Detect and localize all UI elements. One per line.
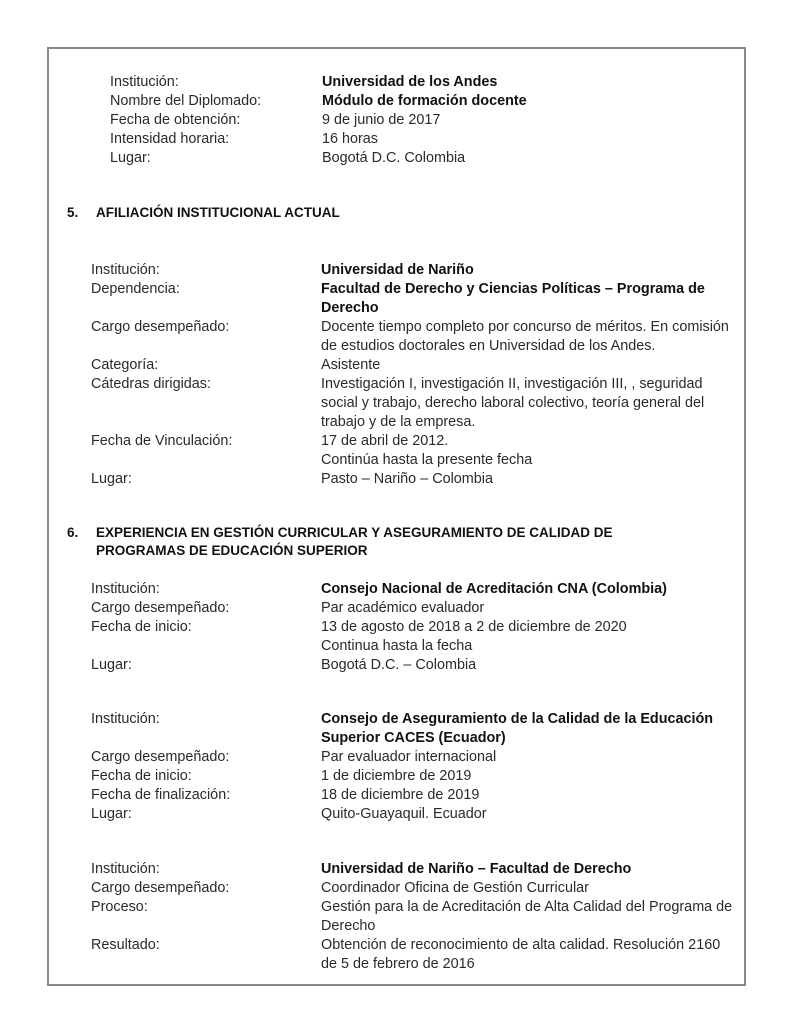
field-value: Par evaluador internacional: [321, 749, 497, 765]
field-label: Institución:: [91, 581, 160, 597]
field-value: 16 horas: [322, 131, 379, 147]
field-label: Lugar:: [91, 806, 132, 822]
info-row: [91, 618, 733, 637]
field-value: Módulo de formación docente: [322, 93, 527, 109]
info-row: [110, 92, 734, 111]
section-number: 5.: [67, 205, 79, 220]
info-row: [91, 710, 733, 748]
field-label: Lugar:: [91, 657, 132, 673]
section-5-block: [91, 261, 733, 489]
info-row: [91, 805, 733, 824]
section-5-heading: [67, 204, 696, 222]
field-value: Gestión para la de Acreditación de Alta Calidad del Programa de Derecho: [321, 899, 733, 934]
info-row: [91, 748, 733, 767]
field-label: Cargo desempeñado:: [91, 880, 230, 896]
info-row: [91, 375, 733, 432]
info-row: [91, 280, 733, 318]
section-6-group-2: [91, 710, 733, 824]
field-label: Fecha de Vinculación:: [91, 433, 233, 449]
field-value: Facultad de Derecho y Ciencias Políticas – Programa de Derecho: [321, 281, 705, 316]
diplomado-block: [110, 73, 734, 168]
info-row: [91, 261, 733, 280]
field-label: Dependencia:: [91, 281, 180, 297]
info-row: [110, 111, 734, 130]
field-value: Consejo Nacional de Acreditación CNA (Colombia): [321, 581, 667, 597]
field-value: Investigación I, investigación II, investigación III, , seguridad social y trabajo, derecho laboral colectivo, teoría general del trabajo y de la empresa.: [321, 376, 705, 430]
info-row: [91, 432, 733, 451]
section-title: EXPERIENCIA EN GESTIÓN CURRICULAR Y ASEGURAMIENTO DE CALIDAD DE PROGRAMAS DE EDUCACIÓN SUPERIOR: [96, 525, 613, 558]
field-value: Docente tiempo completo por concurso de méritos. En comisión de estudios doctorales en Universidad de los Andes.: [321, 319, 729, 354]
info-row: [91, 786, 733, 805]
field-value: Continúa hasta la presente fecha: [321, 452, 533, 468]
field-value: Quito-Guayaquil. Ecuador: [321, 806, 487, 822]
field-value: 13 de agosto de 2018 a 2 de diciembre de 2020: [321, 619, 627, 635]
field-label: Institución:: [91, 262, 160, 278]
field-label: Resultado:: [91, 937, 160, 953]
field-label: Lugar:: [110, 150, 151, 166]
field-value: Asistente: [321, 357, 381, 373]
info-row: [91, 860, 733, 879]
section-6-group-3: [91, 860, 733, 974]
info-row: [110, 73, 734, 92]
field-value: Continua hasta la fecha: [321, 638, 473, 654]
field-value: 18 de diciembre de 2019: [321, 787, 480, 803]
info-row: [91, 599, 733, 618]
field-label: Institución:: [91, 861, 160, 877]
info-row: [91, 356, 733, 375]
field-label: Lugar:: [91, 471, 132, 487]
section-number: 6.: [67, 525, 79, 540]
section-6-group-1: [91, 580, 733, 675]
section-title: AFILIACIÓN INSTITUCIONAL ACTUAL: [96, 205, 340, 220]
field-label: [91, 451, 321, 470]
info-row: [91, 767, 733, 786]
info-row: [91, 898, 733, 936]
field-value: Pasto – Nariño – Colombia: [321, 471, 493, 487]
field-label: Cátedras dirigidas:: [91, 376, 211, 392]
field-value: 9 de junio de 2017: [322, 112, 441, 128]
field-value: Universidad de Nariño – Facultad de Derecho: [321, 861, 632, 877]
field-value: Obtención de reconocimiento de alta calidad. Resolución 2160 de 5 de febrero de 2016: [321, 937, 721, 972]
info-row: [91, 580, 733, 599]
field-value: 1 de diciembre de 2019: [321, 768, 472, 784]
info-row: [91, 318, 733, 356]
field-label: Cargo desempeñado:: [91, 749, 230, 765]
field-value: Coordinador Oficina de Gestión Curricular: [321, 880, 589, 896]
info-row: [91, 879, 733, 898]
field-label: Proceso:: [91, 899, 148, 915]
info-row: [110, 130, 734, 149]
field-label: Fecha de inicio:: [91, 768, 192, 784]
field-value: Bogotá D.C. Colombia: [322, 150, 466, 166]
info-row: [91, 451, 733, 470]
section-6-heading: [67, 524, 696, 560]
info-row: [91, 637, 733, 656]
field-value: Universidad de los Andes: [322, 74, 498, 90]
field-value: Consejo de Aseguramiento de la Calidad de la Educación Superior CACES (Ecuador): [321, 711, 714, 746]
field-label: [91, 637, 321, 656]
info-row: [91, 656, 733, 675]
field-label: Cargo desempeñado:: [91, 319, 230, 335]
field-label: Institución:: [110, 74, 179, 90]
field-label: Nombre del Diplomado:: [110, 93, 262, 109]
field-label: Categoría:: [91, 357, 159, 373]
field-value: Bogotá D.C. – Colombia: [321, 657, 477, 673]
field-value: 17 de abril de 2012.: [321, 433, 449, 449]
page-border: [47, 47, 746, 986]
field-label: Intensidad horaria:: [110, 131, 230, 147]
field-value: Universidad de Nariño: [321, 262, 474, 278]
info-row: [110, 149, 734, 168]
field-label: Fecha de inicio:: [91, 619, 192, 635]
field-label: Institución:: [91, 711, 160, 727]
info-row: [91, 470, 733, 489]
field-label: Fecha de obtención:: [110, 112, 241, 128]
field-value: Par académico evaluador: [321, 600, 485, 616]
field-label: Fecha de finalización:: [91, 787, 231, 803]
field-label: Cargo desempeñado:: [91, 600, 230, 616]
info-row: [91, 936, 733, 974]
